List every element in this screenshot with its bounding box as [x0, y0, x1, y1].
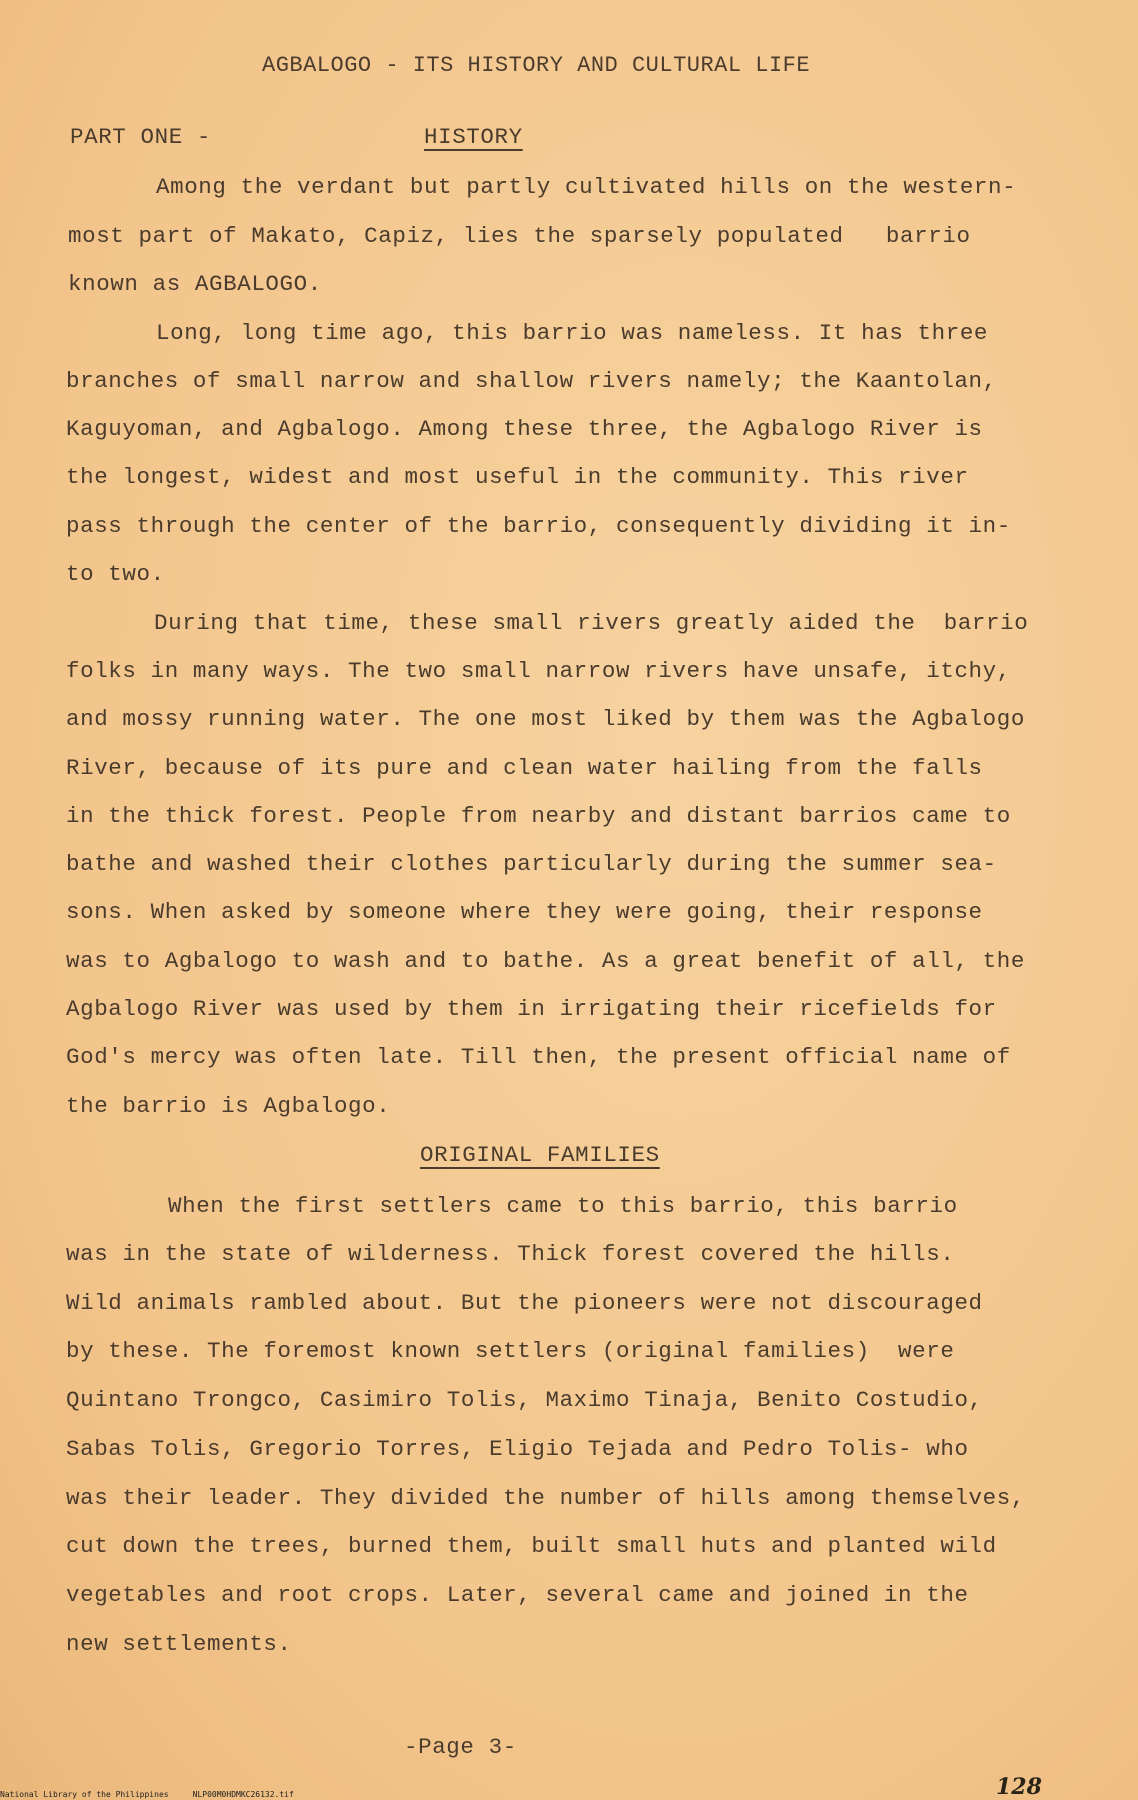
page-number: -Page 3- [404, 1734, 517, 1760]
text-line: Agbalogo River was used by them in irrigating their ricefields for [66, 996, 997, 1022]
text-line: God's mercy was often late. Till then, the present official name of [66, 1044, 1011, 1070]
text-line: was to Agbalogo to wash and to bathe. As a great benefit of all, the [66, 948, 1025, 974]
part-label: PART ONE - [70, 124, 212, 150]
text-line: was in the state of wilderness. Thick forest covered the hills. [66, 1241, 955, 1267]
text-line: branches of small narrow and shallow rivers namely; the Kaantolan, [66, 368, 997, 394]
text-line: Among the verdant but partly cultivated hills on the western- [156, 174, 1017, 200]
text-line: Quintano Trongco, Casimiro Tolis, Maximo Tinaja, Benito Costudio, [66, 1387, 983, 1413]
text-line: pass through the center of the barrio, consequently dividing it in- [66, 513, 1011, 539]
text-line: to two. [66, 561, 165, 587]
text-line: bathe and washed their clothes particularly during the summer sea- [66, 851, 997, 877]
text-line: most part of Makato, Capiz, lies the sparsely populated barrio [68, 223, 971, 249]
text-line: Sabas Tolis, Gregorio Torres, Eligio Tejada and Pedro Tolis- who [66, 1436, 969, 1462]
footer-text: National Library of the Philippines NLP00M0HDMKC26132.tif [0, 1790, 294, 1799]
text-line: and mossy running water. The one most liked by them was the Agbalogo [66, 706, 1025, 732]
text-line: new settlements. [66, 1631, 292, 1657]
text-line: During that time, these small rivers greatly aided the barrio [154, 610, 1029, 636]
part-heading: HISTORY [424, 124, 523, 150]
text-line: vegetables and root crops. Later, several came and joined in the [66, 1582, 969, 1608]
document-title: AGBALOGO - ITS HISTORY AND CULTURAL LIFE [262, 53, 811, 78]
handwritten-number: 128 [996, 1774, 1042, 1800]
text-line: by these. The foremost known settlers (original families) were [66, 1338, 955, 1364]
text-line: was their leader. They divided the number of hills among themselves, [66, 1485, 1025, 1511]
text-line: sons. When asked by someone where they were going, their response [66, 899, 983, 925]
text-line: in the thick forest. People from nearby and distant barrios came to [66, 803, 1011, 829]
text-line: known as AGBALOGO. [68, 271, 322, 297]
text-line: the barrio is Agbalogo. [66, 1093, 391, 1119]
text-line: the longest, widest and most useful in the community. This river [66, 464, 969, 490]
text-line: folks in many ways. The two small narrow rivers have unsafe, itchy, [66, 658, 1011, 684]
text-line: River, because of its pure and clean water hailing from the falls [66, 755, 983, 781]
text-line: Long, long time ago, this barrio was nameless. It has three [156, 320, 989, 346]
text-line: When the first settlers came to this barrio, this barrio [168, 1193, 958, 1219]
text-line: Kaguyoman, and Agbalogo. Among these three, the Agbalogo River is [66, 416, 983, 442]
families-heading: ORIGINAL FAMILIES [420, 1142, 660, 1168]
text-line: cut down the trees, burned them, built small huts and planted wild [66, 1533, 997, 1559]
text-line: Wild animals rambled about. But the pioneers were not discouraged [66, 1290, 983, 1316]
